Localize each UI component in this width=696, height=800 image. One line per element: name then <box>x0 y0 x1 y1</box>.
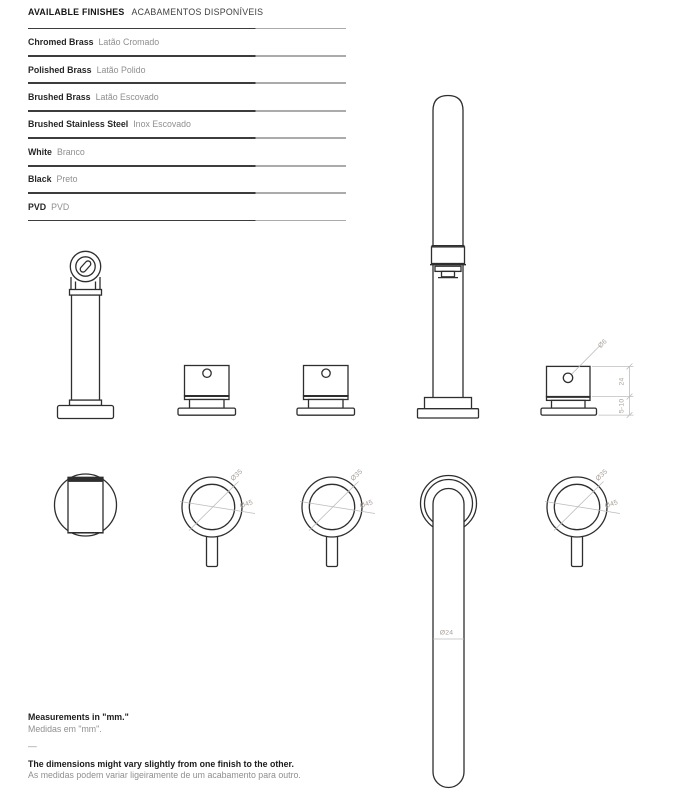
finish-name-en: Polished Brass <box>28 64 92 75</box>
drawing-handle-top-view-3 <box>545 468 620 566</box>
base-plate <box>418 409 479 418</box>
base-plate <box>58 406 114 419</box>
finish-name-en: Black <box>28 174 52 185</box>
drawing-handle-front-view-1 <box>178 366 236 416</box>
base-plate <box>297 408 355 415</box>
finish-row <box>28 167 346 193</box>
head-outer-circle <box>70 251 100 281</box>
finish-name-en: Chromed Brass <box>28 37 94 48</box>
finish-row <box>28 112 346 138</box>
body-column <box>72 295 100 400</box>
note-tolerance-en: The dimensions might vary slightly from one finish to the other. <box>28 758 294 769</box>
dim-label-handle-inner-diameter-1: Ø35 <box>229 468 245 483</box>
finish-row <box>28 84 346 110</box>
drawing-handle-top-view-1 <box>180 468 255 566</box>
dim-label-pin-diameter: Ø6 <box>597 338 609 350</box>
finishes-title-en: AVAILABLE FINISHES <box>28 7 125 17</box>
finish-name-pt: Preto <box>56 174 78 185</box>
aerator <box>435 266 461 271</box>
footnotes <box>28 712 448 782</box>
dim-label-handle-outer-diameter-3: Ø45 <box>603 499 620 511</box>
collar <box>432 247 465 264</box>
finish-name-en: PVD <box>28 201 47 212</box>
base-plate <box>541 408 597 415</box>
dim-label-base-height: 5-10 <box>618 398 626 414</box>
finish-name-pt: PVD <box>51 201 70 212</box>
finish-name-pt: Latão Escovado <box>95 92 159 102</box>
drawing-handpiece-top-view <box>55 474 117 536</box>
finish-name-pt: Latão Polido <box>96 64 146 75</box>
dim-label-handle-inner-diameter-2: Ø35 <box>349 468 365 483</box>
note-tolerance-pt: As medidas podem variar ligeiramente de um acabamento para outro. <box>28 770 301 780</box>
drawing-handle-top-view-2 <box>300 468 375 566</box>
dim-label-handle-inner-diameter-3: Ø35 <box>594 468 610 483</box>
finish-row <box>28 139 346 165</box>
dim-label-spout-diameter: Ø24 <box>439 629 454 637</box>
finish-name-en: Brushed Stainless Steel <box>28 119 129 130</box>
finishes-header <box>28 7 346 28</box>
finish-name-pt: Inox Escovado <box>133 119 191 130</box>
finish-name-en: Brushed Brass <box>28 92 91 102</box>
finish-row <box>28 57 346 83</box>
drawing-handpiece-side-view <box>58 251 114 418</box>
finish-name-pt: Branco <box>56 146 85 157</box>
base-plate <box>178 408 236 415</box>
drawing-handle-front-view-dimensioned <box>541 338 634 418</box>
finish-name-pt: Latão Cromado <box>98 37 160 48</box>
finish-row <box>28 194 346 220</box>
finish-row <box>28 29 346 55</box>
table-rule <box>28 220 346 222</box>
dim-label-handle-height: 24 <box>618 377 626 386</box>
finishes-title-pt: ACABAMENTOS DISPONÍVEIS <box>131 7 264 17</box>
note-measurements-pt: Medidas em "mm". <box>28 723 102 734</box>
note-measurements-en: Measurements in "mm." <box>28 712 129 722</box>
dim-label-handle-outer-diameter-1: Ø45 <box>238 499 255 511</box>
drawing-spout-side-view <box>418 96 479 419</box>
note-divider: — <box>28 741 37 751</box>
finishes-table <box>28 7 346 221</box>
drawing-handle-front-view-2 <box>297 366 355 416</box>
finish-name-en: White <box>28 146 52 157</box>
dim-label-handle-outer-diameter-2: Ø45 <box>358 499 375 511</box>
